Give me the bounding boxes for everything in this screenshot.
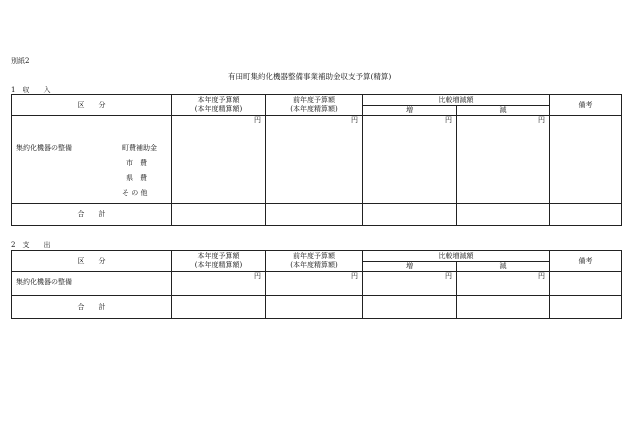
income-source-other: そ の 他 <box>122 189 148 197</box>
income-source-town: 町費補助金 <box>122 144 157 152</box>
expense-remarks-value <box>550 272 622 296</box>
income-section-heading: 1 収 入 <box>11 86 51 94</box>
income-increase-value: 円 <box>363 116 457 204</box>
income-source-prefecture: 県 費 <box>126 174 147 182</box>
expense-header-decrease: 減 <box>457 262 550 272</box>
income-decrease-value: 円 <box>457 116 550 204</box>
expense-total-label: 合 計 <box>12 296 172 319</box>
income-header-remarks: 備考 <box>550 95 622 116</box>
expense-item-cell <box>12 272 172 296</box>
expense-increase-value: 円 <box>363 272 457 296</box>
income-item-label: 集約化機器の整備 <box>16 144 72 152</box>
income-total-increase <box>363 204 457 226</box>
expense-total-remarks <box>550 296 622 319</box>
income-remarks-value <box>550 116 622 204</box>
expense-total-decrease <box>457 296 550 319</box>
income-current-value: 円 <box>172 116 266 204</box>
income-table <box>11 94 622 226</box>
annex-label: 別紙2 <box>11 57 30 65</box>
expense-decrease-value: 円 <box>457 272 550 296</box>
income-total-remarks <box>550 204 622 226</box>
income-header-previous: 前年度予算額 (本年度精算額) <box>266 95 363 116</box>
expense-header-increase: 増 <box>363 262 457 272</box>
expense-total-previous <box>266 296 363 319</box>
income-total-current <box>172 204 266 226</box>
income-total-previous <box>266 204 363 226</box>
income-header-comparison: 比較増減額 <box>363 95 550 106</box>
expense-header-comparison: 比較増減額 <box>363 251 550 262</box>
income-total-decrease <box>457 204 550 226</box>
expense-section-heading: 2 支 出 <box>11 241 51 249</box>
expense-total-increase <box>363 296 457 319</box>
expense-total-current <box>172 296 266 319</box>
expense-current-value: 円 <box>172 272 266 296</box>
income-previous-value: 円 <box>266 116 363 204</box>
income-header-decrease: 減 <box>457 106 550 116</box>
income-header-category: 区 分 <box>12 95 172 116</box>
expense-header-remarks: 備考 <box>550 251 622 272</box>
income-item-cell <box>12 116 172 204</box>
expense-header-current: 本年度予算額 (本年度精算額) <box>172 251 266 272</box>
expense-item-label: 集約化機器の整備 <box>16 278 72 286</box>
document-title: 有田町集約化機器整備事業補助金収支予算(精算) <box>228 72 392 81</box>
income-total-label: 合 計 <box>12 204 172 226</box>
expense-previous-value: 円 <box>266 272 363 296</box>
expense-header-previous: 前年度予算額 (本年度精算額) <box>266 251 363 272</box>
expense-header-category: 区 分 <box>12 251 172 272</box>
income-header-current: 本年度予算額 (本年度精算額) <box>172 95 266 116</box>
expense-table <box>11 250 622 319</box>
income-header-increase: 増 <box>363 106 457 116</box>
income-source-city: 市 費 <box>126 159 147 167</box>
